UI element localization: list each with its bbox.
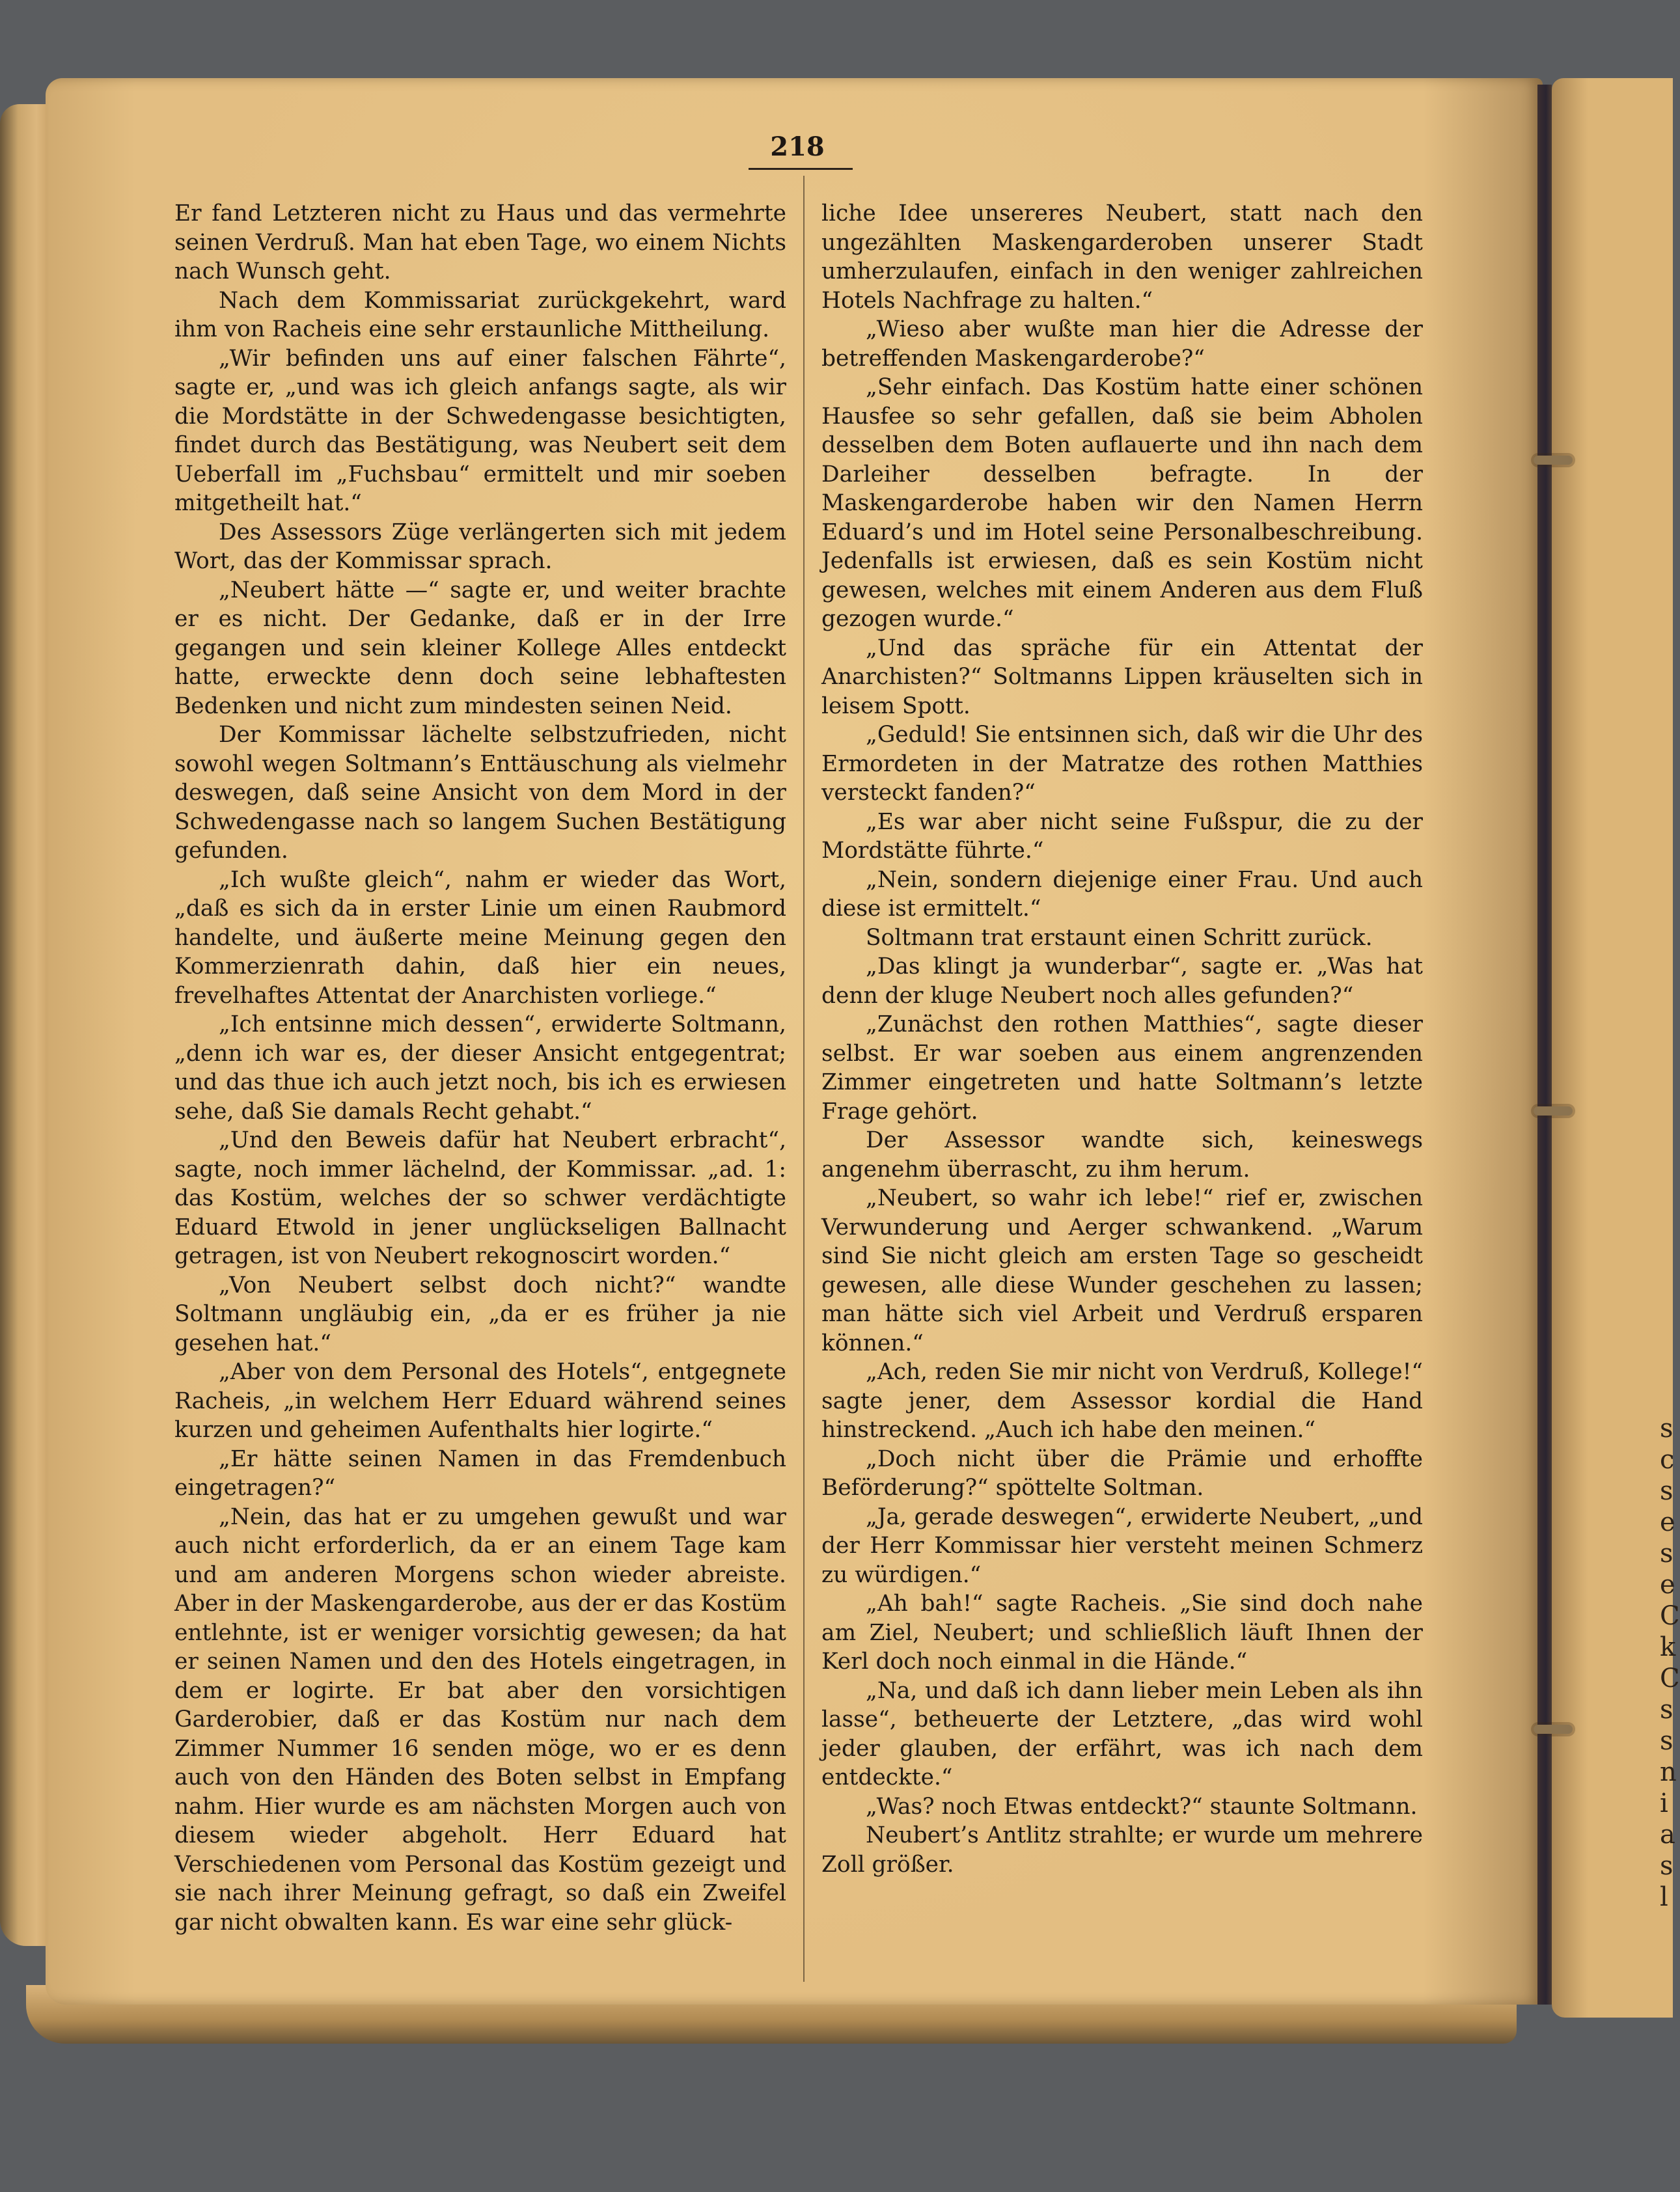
adjacent-page-text-fragment: k — [1660, 1632, 1676, 1662]
paragraph: „Das klingt ja wunderbar“, sagte er. „Was hat denn der kluge Neubert noch alles gefunden?“ — [821, 953, 1423, 1009]
paragraph: „Ich entsinne mich dessen“, erwiderte Soltmann, „denn ich war es, der dieser Ansicht entgegentrat; und das thue ich auch jetzt noch, bis ich es erwiesen sehe, daß Sie damals Recht gehabt.“ — [174, 1011, 786, 1125]
adjacent-page-text-fragment: a — [1660, 1820, 1675, 1850]
adjacent-page-text-fragment: e — [1660, 1507, 1675, 1537]
paragraph: liche Idee unsereres Neubert, statt nach den ungezählten Maskengarderoben unserer Stadt umherzulaufen, einfach in den weniger zahlreichen Hotels Nachfrage zu halten.“ — [821, 200, 1423, 314]
adjacent-page-text-fragment: s — [1660, 1851, 1673, 1881]
paragraph: Er fand Letzteren nicht zu Haus und das vermehrte seinen Verdruß. Man hat eben Tage, wo einem Nichts nach Wunsch geht. — [174, 200, 786, 284]
paragraph: „Geduld! Sie entsinnen sich, daß wir die Uhr des Ermordeten in der Matratze des rothen Matthies versteckt fanden?“ — [821, 722, 1423, 806]
adjacent-page-text-fragment: e — [1660, 1570, 1675, 1600]
paragraph: „Ah bah!“ sagte Racheis. „Sie sind doch nahe am Ziel, Neubert; und schließlich läuft Ihnen der Kerl doch noch einmal in die Hände.“ — [821, 1591, 1423, 1675]
adjacent-page-text-fragment: i — [1660, 1788, 1668, 1818]
paragraph: Neubert’s Antlitz strahlte; er wurde um mehrere Zoll größer. — [821, 1822, 1423, 1878]
book-page-edges-left — [0, 104, 52, 1946]
paragraph: „Neubert hätte —“ sagte er, und weiter brachte er es nicht. Der Gedanke, daß er in der Irre gegangen und sein kleiner Kollege Alles entdeckt hatte, erweckte denn doch seine lebhaftesten Bedenken und nicht zum mindesten seinen Neid. — [174, 577, 786, 719]
binding-stitch — [1534, 456, 1573, 465]
paragraph: „Er hätte seinen Namen in das Fremdenbuch eingetragen?“ — [174, 1445, 786, 1501]
text-column-right — [821, 199, 1423, 1879]
paragraph: Der Kommissar lächelte selbstzufrieden, nicht sowohl wegen Soltmann’s Enttäuschung als vielmehr deswegen, daß seine Ansicht von dem Mord in der Schwedengasse nach so langem Suchen Bestätigung gefunden. — [174, 722, 786, 864]
paragraph: „Ich wußte gleich“, nahm er wieder das Wort, „daß es sich da in erster Linie um einen Raubmord handelte, und äußerte meine Meinung gegen den Kommerzienrath dahin, daß hier ein neues, frevelhaftes Attentat der Anarchisten vorliege.“ — [174, 866, 786, 1009]
paragraph: „Wir befinden uns auf einer falschen Fährte“, sagte er, „und was ich gleich anfangs sagte, als wir die Mordstätte in der Schwedengasse besichtigten, findet durch das Bestätigung, was Neubert seit dem Ueberfall im „Fuchsbau“ ermittelt und mir soeben mitgetheilt hat.“ — [174, 345, 786, 516]
adjacent-page-text-fragment: s — [1660, 1539, 1673, 1569]
paragraph: „Von Neubert selbst doch nicht?“ wandte Soltmann ungläubig ein, „da er es früher ja nie gesehen hat.“ — [174, 1272, 786, 1356]
page-number: 218 — [770, 131, 825, 162]
paragraph: „Wieso aber wußte man hier die Adresse der betreffenden Maskengarderobe?“ — [821, 316, 1423, 372]
adjacent-page-text-fragment: c — [1660, 1445, 1675, 1475]
adjacent-page-text-fragment: C — [1660, 1664, 1680, 1693]
adjacent-page-text-fragment: C — [1660, 1601, 1680, 1631]
paragraph: „Es war aber nicht seine Fußspur, die zu der Mordstätte führte.“ — [821, 808, 1423, 864]
binding-stitch — [1534, 1106, 1573, 1116]
paragraph: „Zunächst den rothen Matthies“, sagte dieser selbst. Er war soeben aus einem angrenzenden Zimmer eingetreten und hatte Soltmann’s letzte Frage gehört. — [821, 1011, 1423, 1125]
text-column-left — [174, 199, 786, 1937]
paragraph: „Ach, reden Sie mir nicht von Verdruß, Kollege!“ sagte jener, dem Assessor kordial die Hand hinstreckend. „Auch ich habe den meinen.“ — [821, 1359, 1423, 1443]
paragraph: „Doch nicht über die Prämie und erhoffte Beförderung?“ spöttelte Soltman. — [821, 1445, 1423, 1501]
adjacent-page-text-fragment: s — [1660, 1726, 1673, 1756]
adjacent-page-text-fragment: s — [1660, 1414, 1673, 1444]
paragraph: „Was? noch Etwas entdeckt?“ staunte Soltmann. — [866, 1793, 1418, 1820]
binding-stitch — [1534, 1725, 1573, 1734]
paragraph: Des Assessors Züge verlängerten sich mit jedem Wort, das der Kommissar sprach. — [174, 519, 786, 574]
paragraph: „Ja, gerade deswegen“, erwiderte Neubert, „und der Herr Kommissar hier versteht meinen Schmerz zu würdigen.“ — [821, 1503, 1423, 1588]
paragraph: Nach dem Kommissariat zurückgekehrt, ward ihm von Racheis eine sehr erstaunliche Mittheilung. — [174, 287, 786, 342]
paragraph: „Nein, sondern diejenige einer Frau. Und auch diese ist ermittelt.“ — [821, 866, 1423, 922]
paragraph: „Aber von dem Personal des Hotels“, entgegnete Racheis, „in welchem Herr Eduard während seines kurzen und geheimen Aufenthalts hier logirte.“ — [174, 1359, 786, 1443]
adjacent-page-text-fragment: s — [1660, 1476, 1673, 1506]
paragraph: „Und den Beweis dafür hat Neubert erbracht“, sagte, noch immer lächelnd, der Kommissar. „ad. 1: das Kostüm, welches der so schwer verdächtigte Eduard Etwold in jener unglückseligen Ballnacht getragen, ist von Neubert rekognoscirt worden.“ — [174, 1127, 786, 1269]
adjacent-page-text-fragment: l — [1660, 1882, 1668, 1912]
adjacent-page-text-fragment: s — [1660, 1695, 1673, 1725]
paragraph: „Neubert, so wahr ich lebe!“ rief er, zwischen Verwunderung und Aerger schwankend. „Warum sind Sie nicht gleich am ersten Tage so gescheidt gewesen, alle diese Wunder geschehen zu lassen; man hätte sich viel Arbeit und Verdruß ersparen können.“ — [821, 1185, 1423, 1356]
book-spine — [1537, 85, 1552, 2005]
paragraph: „Na, und daß ich dann lieber mein Leben als ihn lasse“, betheuerte der Letztere, „das wird wohl jeder glauben, der erfährt, was ich nach dem entdeckte.“ — [821, 1677, 1423, 1790]
adjacent-page-text-fragment: n — [1660, 1757, 1677, 1787]
paragraph: „Sehr einfach. Das Kostüm hatte einer schönen Hausfee so sehr gefallen, daß sie beim Abholen desselben dem Boten auflauerte und ihn nach dem Darleiher desselben befragte. In der Maskengarderobe haben wir den Namen Herrn Eduard’s und im Hotel seine Personalbeschreibung. Jedenfalls ist erwiesen, daß es sein Kostüm nicht gewesen, welches mit einem Anderen aus dem Fluß gezogen wurde.“ — [821, 374, 1423, 632]
paragraph: „Und das spräche für ein Attentat der Anarchisten?“ Soltmanns Lippen kräuselten sich in leisem Spott. — [821, 635, 1423, 719]
paragraph: „Nein, das hat er zu umgehen gewußt und war auch nicht erforderlich, da er an einem Tage kam und am anderen Morgens schon wieder abreiste. Aber in der Maskengarderobe, aus der er das Kostüm entlehnte, ist er weniger vorsichtig gewesen; da hat er seinen Namen und den des Hotels eingetragen, in dem er logirte. Er bat aber den vorsichtigen Garderobier, daß er das Kostüm nur nach dem Zimmer Nummer 16 senden möge, wo er es denn auch von den Händen des Boten selbst in Empfang nahm. Hier wurde es am nächsten Morgen auch von diesem wieder abgeholt. Herr Eduard hat Verschiedenen vom Personal das Kostüm gezeigt und sie nach ihrer Meinung gefragt, so daß ein Zweifel gar nicht obwalten kann. Es war eine sehr glück- — [174, 1503, 786, 1936]
page-number-rule — [749, 168, 853, 170]
paragraph: Soltmann trat erstaunt einen Schritt zurück. — [866, 924, 1373, 951]
column-divider — [803, 176, 805, 1982]
paragraph: Der Assessor wandte sich, keineswegs angenehm überrascht, zu ihm herum. — [821, 1127, 1423, 1183]
